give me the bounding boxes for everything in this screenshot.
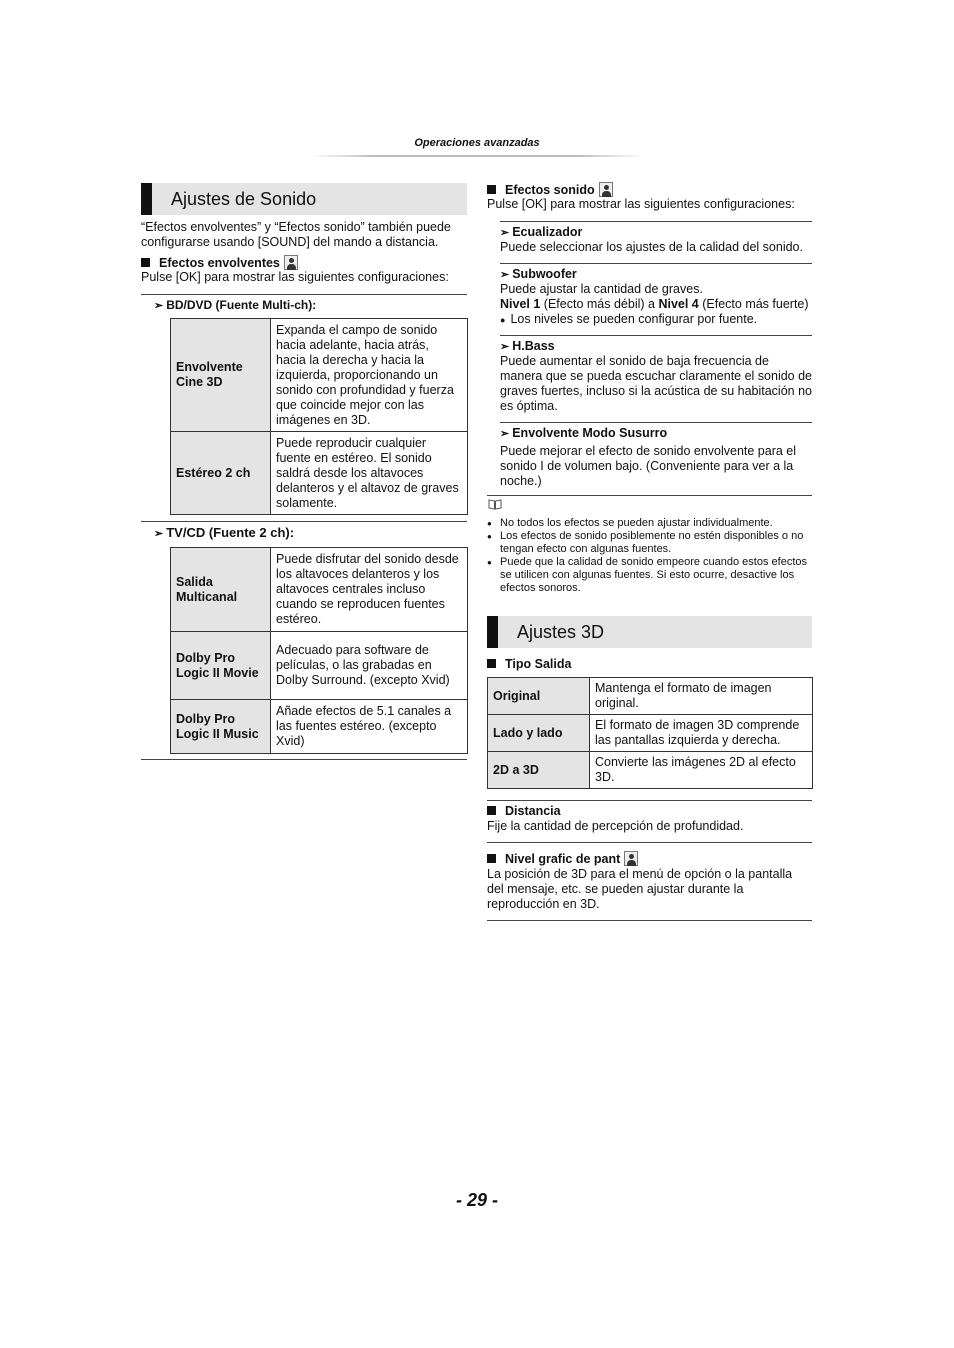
divider bbox=[500, 422, 812, 423]
subwoofer-bullet: ● Los niveles se pueden configurar por fuente. bbox=[500, 312, 758, 326]
sound-intro: “Efectos envolventes” y “Efectos sonido” también puede configurarse usando [SOUND] del mando a distancia. bbox=[141, 220, 451, 249]
table-row bbox=[488, 678, 813, 715]
row-value: Añade efectos de 5.1 canales a las fuentes estéreo. (excepto Xvid) bbox=[271, 700, 468, 754]
subwoofer-desc: Puede ajustar la cantidad de graves. bbox=[500, 282, 703, 296]
tv-table bbox=[170, 547, 468, 754]
3d-section-heading bbox=[487, 616, 812, 648]
table-row bbox=[488, 715, 813, 752]
divider bbox=[487, 495, 812, 496]
square-bullet-icon bbox=[487, 806, 496, 815]
row-value: Convierte las imágenes 2D al efecto 3D. bbox=[590, 752, 813, 789]
note-item: ● Puede que la calidad de sonido empeore cuando estos efectos se utilicen con algunas fuentes. Si esto ocurre, desactive los efectos sonoros. bbox=[487, 556, 812, 595]
table-row bbox=[171, 700, 468, 754]
divider bbox=[500, 335, 812, 336]
whisper-title: ➢ Envolvente Modo Susurro bbox=[500, 426, 668, 440]
row-key: Dolby Pro Logic II Movie bbox=[171, 632, 271, 700]
output-type-heading: Tipo Salida bbox=[487, 657, 571, 672]
arrow-icon: ➢ bbox=[154, 528, 164, 540]
hbass-title: ➢ H.Bass bbox=[500, 339, 555, 353]
surround-heading: Efectos envolventes bbox=[141, 255, 298, 271]
row-value: Mantenga el formato de imagen original. bbox=[590, 678, 813, 715]
user-setting-icon bbox=[624, 851, 638, 866]
row-key: Original bbox=[488, 678, 590, 715]
row-key: Dolby Pro Logic II Music bbox=[171, 700, 271, 754]
header-rule bbox=[310, 155, 644, 157]
arrow-icon: ➢ bbox=[500, 269, 510, 281]
subwoofer-levels: Nivel 1 (Efecto más débil) a Nivel 4 (Efecto más fuerte) bbox=[500, 297, 809, 311]
heading-bar bbox=[487, 616, 498, 648]
effects-heading: Efectos sonido bbox=[487, 182, 613, 198]
divider bbox=[487, 800, 812, 801]
note-item: ● Los efectos de sonido posiblemente no estén disponibles o no tengan efecto con algunas fuentes. bbox=[487, 530, 812, 556]
whisper-desc: Puede mejorar el efecto de sonido envolvente para el sonido I de volumen bajo. (Conveniente para ver a la noche.) bbox=[500, 444, 797, 488]
square-bullet-icon bbox=[487, 659, 496, 668]
row-key: Salida Multicanal bbox=[171, 548, 271, 632]
distance-heading: Distancia bbox=[487, 804, 561, 819]
effects-desc: Pulse [OK] para mostrar las siguientes configuraciones: bbox=[487, 197, 795, 211]
divider bbox=[500, 221, 812, 222]
row-value: Puede reproducir cualquier fuente en estéreo. El sonido saldrá desde los altavoces delanteros y el altavoz de graves solamente. bbox=[271, 432, 468, 515]
note-item: ● No todos los efectos se pueden ajustar individualmente. bbox=[487, 517, 812, 530]
divider bbox=[141, 294, 467, 295]
row-key: Envolvente Cine 3D bbox=[171, 319, 271, 432]
heading-bar bbox=[141, 183, 152, 215]
table-row bbox=[171, 632, 468, 700]
row-value: El formato de imagen 3D comprende las pantallas izquierda y derecha. bbox=[590, 715, 813, 752]
page-header-title: Operaciones avanzadas bbox=[414, 137, 540, 149]
divider bbox=[500, 263, 812, 264]
bd-heading: ➢ BD/DVD (Fuente Multi-ch): bbox=[154, 298, 317, 312]
surround-desc: Pulse [OK] para mostrar las siguientes configuraciones: bbox=[141, 270, 449, 284]
arrow-icon: ➢ bbox=[500, 428, 510, 440]
eq-title: ➢ Ecualizador bbox=[500, 225, 583, 239]
square-bullet-icon bbox=[141, 258, 150, 267]
user-setting-icon bbox=[284, 255, 298, 270]
sound-section-title: Ajustes de Sonido bbox=[171, 189, 317, 209]
divider bbox=[487, 920, 812, 921]
square-bullet-icon bbox=[487, 185, 496, 194]
row-value: Expanda el campo de sonido hacia adelante, hacia atrás, hacia la derecha y hacia la izquierda, proporcionando un sonido con profundidad y fuerza que coincide mejor con las imágenes en 3D. bbox=[271, 319, 468, 432]
table-row bbox=[171, 319, 468, 432]
page-number: - 29 - bbox=[455, 1190, 498, 1210]
notes-list bbox=[487, 517, 812, 595]
table-row bbox=[488, 752, 813, 789]
tv-heading: ➢ TV/CD (Fuente 2 ch): bbox=[154, 525, 295, 540]
row-key: Estéreo 2 ch bbox=[171, 432, 271, 515]
arrow-icon: ➢ bbox=[500, 341, 510, 353]
sound-section-heading bbox=[141, 183, 467, 215]
graphic-level-desc: La posición de 3D para el menú de opción o la pantalla del mensaje, etc. se pueden ajustar durante la reproducción en 3D. bbox=[487, 867, 793, 911]
table-row bbox=[171, 548, 468, 632]
output-type-table bbox=[487, 677, 813, 789]
user-setting-icon bbox=[599, 182, 613, 197]
3d-section-title: Ajustes 3D bbox=[517, 622, 605, 642]
table-row bbox=[171, 432, 468, 515]
row-value: Adecuado para software de películas, o las grabadas en Dolby Surround. (excepto Xvid) bbox=[271, 632, 468, 700]
divider bbox=[141, 521, 467, 522]
divider bbox=[487, 842, 812, 843]
subwoofer-title: ➢ Subwoofer bbox=[500, 267, 577, 281]
eq-desc: Puede seleccionar los ajustes de la calidad del sonido. bbox=[500, 240, 803, 254]
graphic-level-heading: Nivel grafic de pant bbox=[487, 851, 638, 867]
arrow-icon: ➢ bbox=[500, 227, 510, 239]
row-key: 2D a 3D bbox=[488, 752, 590, 789]
row-value: Puede disfrutar del sonido desde los altavoces delanteros y los altavoces centrales incluso cuando se reproducen fuentes estéreo. bbox=[271, 548, 468, 632]
row-key: Lado y lado bbox=[488, 715, 590, 752]
divider bbox=[141, 759, 467, 760]
arrow-icon: ➢ bbox=[154, 300, 164, 312]
book-note-icon bbox=[488, 499, 502, 515]
hbass-desc: Puede aumentar el sonido de baja frecuencia de manera que se pueda escuchar claramente el sonido de graves fuertes, incluso si la acústica de su habitación no es óptima. bbox=[500, 354, 813, 413]
square-bullet-icon bbox=[487, 854, 496, 863]
bd-table bbox=[170, 318, 468, 515]
distance-desc: Fije la cantidad de percepción de profundidad. bbox=[487, 819, 744, 833]
